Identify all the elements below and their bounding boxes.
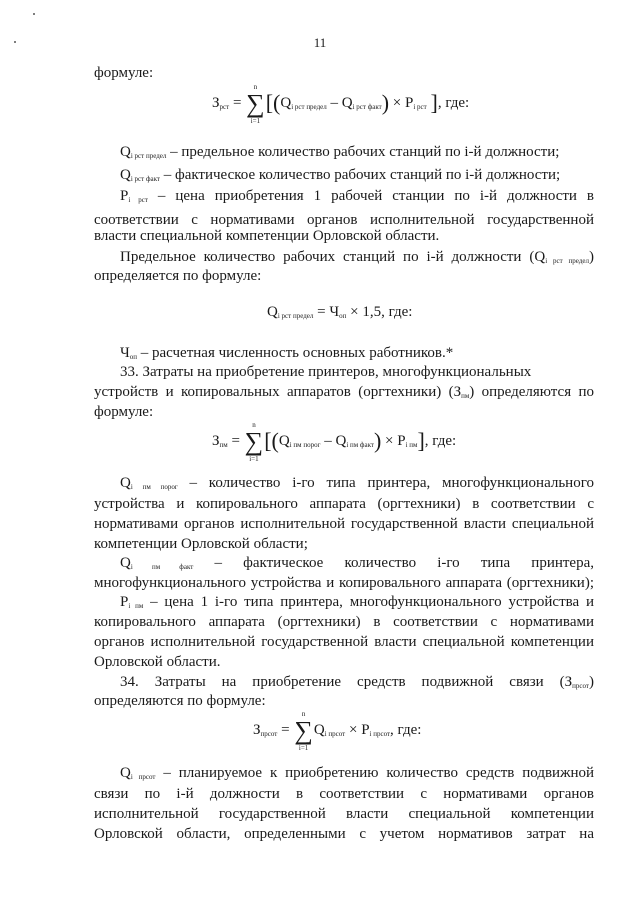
formula-mobile: $З_{прсот}$ = ∑ n i=1 $Q_{i прсот} \times P_{i прсот}$, где: [253,710,422,752]
formula-printers: $З_{пм}$ = ∑ n i=1 $[(Q_{i пм порог} - Q_{i пм факт}) \times P_{i пм}]$, где: [212,421,457,463]
scan-speck [33,13,35,15]
intro-text: формуле: [94,65,154,81]
page-number: 11 [313,35,327,50]
sum-symbol: ∑ n i=1 [244,421,264,463]
definition-q-limit: $Q_{i рст предел}$ – предельное количество рабочих станций по i-й должности; [120,144,560,160]
definition-q-threshold-line: устройства и копировального аппарата (оргтехники) в соответствии с [94,496,594,512]
definition-q-mobile-line: Орловской области, определенными с учетом нормативов затрат на [94,826,594,842]
definition-q-pm-actual-line: многофункционального устройства и копировального аппарата (оргтехники); [94,575,594,591]
definition-q-pm-actual: $Q_{i пм факт}$ – фактическое количество i-го типа принтера, [120,555,594,571]
sum-symbol: ∑ n i=1 [294,710,313,752]
definition-q-threshold-line: компетенции Орловской области; [94,536,308,552]
definition-q-actual: $Q_{i рст факт}$ – фактическое количество рабочих станций по i-й должности; [120,167,561,183]
definition-p-pm-line: копировального аппарата (оргтехники) в соответствии с нормативами [94,614,594,630]
para-limit-quantity-end: определяется по формуле: [94,268,262,284]
definition-p-price-end: власти специальной компетенции Орловской области. [94,228,440,244]
definition-q-mobile-line: исполнительной государственной власти специальной компетенции [94,806,594,822]
item-34-line: 34. Затраты на приобретение средств подвижной связи $(З_{прсот})$ [120,674,594,690]
definition-p-pm: $P_{i пм}$ – цена 1 i-го типа принтера, многофункционального устройства и [120,594,595,610]
definition-q-threshold: $Q_{i пм порог}$ – количество i-го типа принтера, многофункционального [120,475,594,491]
definition-q-mobile-line: связи по i-й должности в соответствии с нормативами органов [94,786,594,802]
formula-limit: $Q_{i рст предел} = Ч_{оп} \times 1,5$, где: [267,304,413,320]
para-limit-quantity: Предельное количество рабочих станций по i-й должности $(Q_{i рст предел})$ [120,249,594,265]
item-33-line: 33. Затраты на приобретение принтеров, многофункциональных [120,364,532,380]
definition-q-mobile: $Q_{i прсот}$ – планируемое к приобретению количество средств подвижной [120,765,595,781]
formula-workstations: $З_{рст}$ = ∑ n i=1 [$(Q_{i рст предел} - Q_{i рст факт}) \times P_{i рст}$ ], где: [212,83,470,125]
definition-p-price: $P_{i рст}$ – цена приобретения 1 рабочей станции по i-й должности в соответствии с нормативами органов исполнительной государственной [94,188,594,228]
sum-symbol: ∑ n i=1 [246,83,265,125]
definition-q-threshold-line: нормативами органов исполнительной государственной власти специальной [94,516,594,532]
definition-p-pm-line: Орловской области. [94,654,221,670]
item-33-line: формуле: [94,404,154,420]
definition-p-pm-line: органов исполнительной государственной власти специальной компетенции [94,634,594,650]
definition-staff: $Ч_{оп}$ – расчетная численность основных работников.* [120,345,454,361]
item-34-line: определяются по формуле: [94,693,266,709]
item-33-line: устройств и копировальных аппаратов (оргтехники) $(З_{пм})$ определяются по [94,384,594,400]
